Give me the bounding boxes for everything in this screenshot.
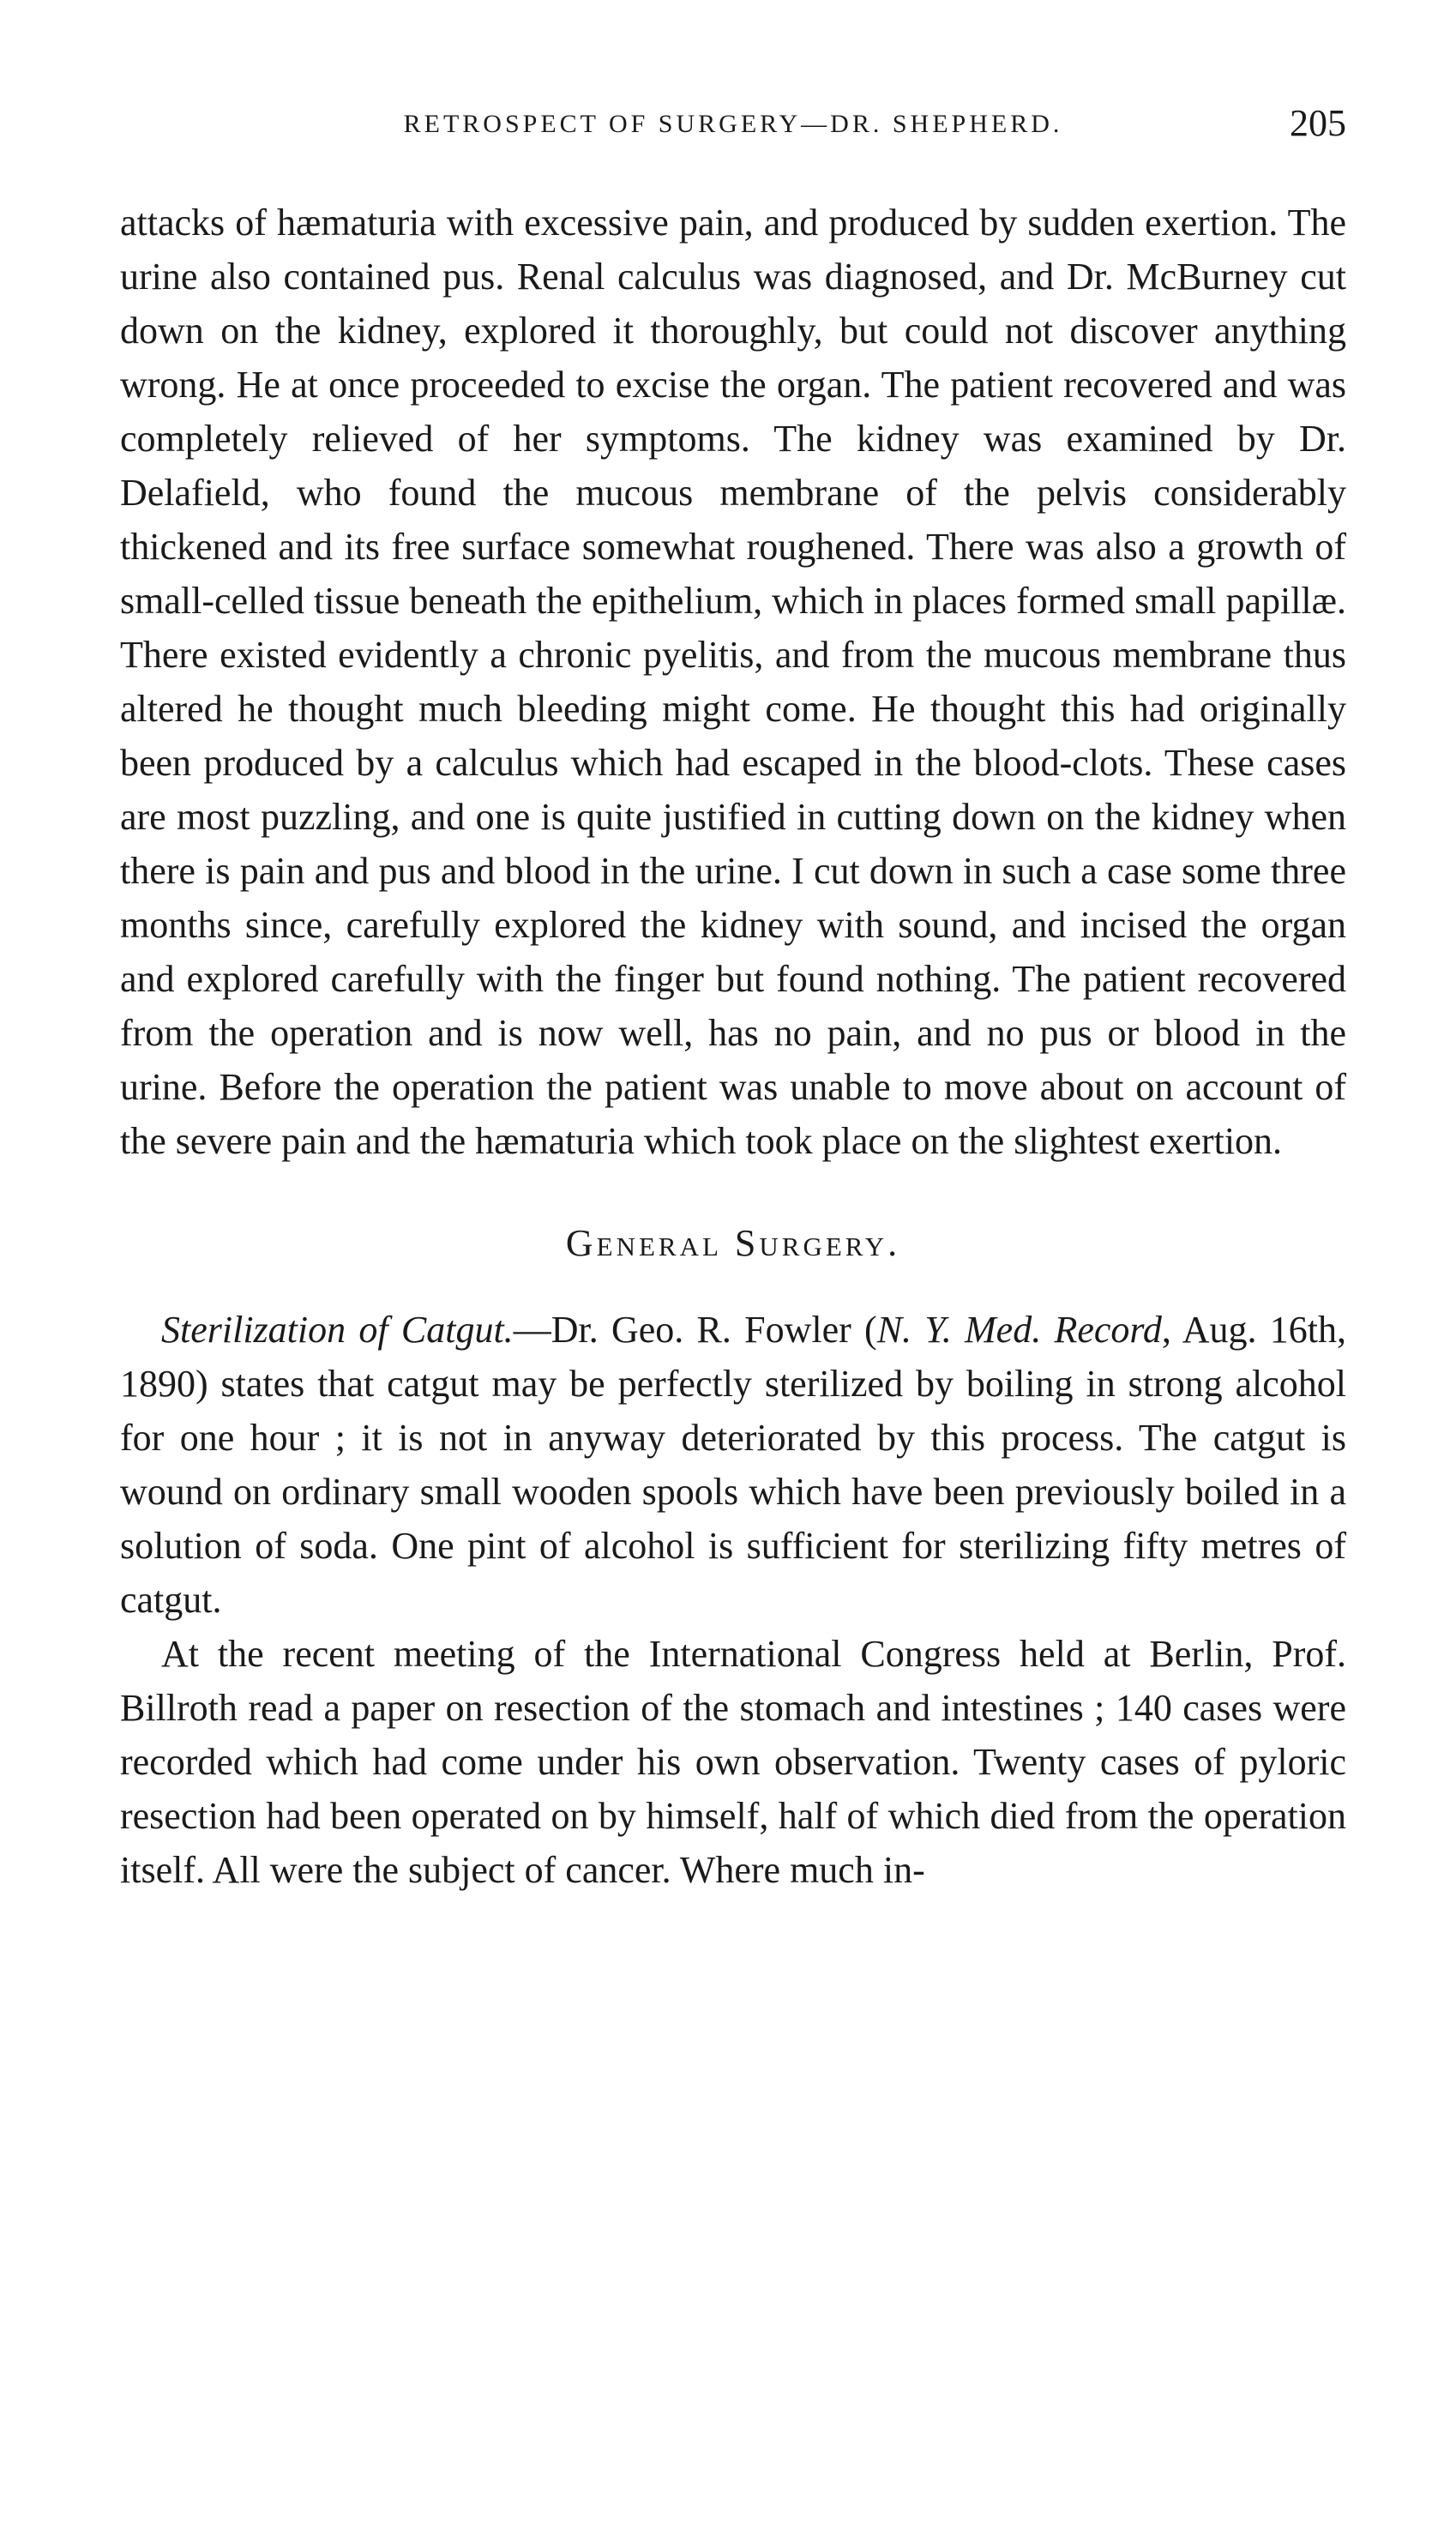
section-heading: General Surgery.	[565, 1222, 901, 1264]
entry-author-intro: —Dr. Geo. R. Fowler (	[513, 1309, 877, 1351]
body-text	[120, 196, 1346, 1897]
entry-citation: N. Y. Med. Record	[876, 1309, 1162, 1351]
page-number: 205	[1290, 102, 1346, 144]
running-title: RETROSPECT OF SURGERY—DR. SHEPHERD.	[403, 110, 1063, 138]
paragraph-billroth: At the recent meeting of the International Congress held at Berlin, Prof. Billroth read a paper on resection of the stomach and intestines ; 140 cases were recorded which had come under his own observation. Twenty cases of pyloric resection had been operated on by himself, half of which died from the operation itself. All were the subject of cancer. Where much in-	[120, 1633, 1346, 1891]
entry-title: Sterilization of Catgut.	[161, 1309, 514, 1351]
paragraph-catgut	[120, 1303, 1346, 1627]
entry-text: , Aug. 16th, 1890) states that catgut may be perfectly sterilized by boiling in strong alcohol for one hour ; it is not in anyway deteriorated by this process. The catgut is wound on ordinary small wooden spools which have been previously boiled in a solution of soda. One pint of alcohol is sufficient for sterilizing fifty metres of catgut.	[120, 1309, 1346, 1621]
running-head	[120, 101, 1346, 153]
paragraph-continued: attacks of hæmaturia with excessive pain, and produced by sudden exertion. The urine also contained pus. Renal calculus was diagnosed, and Dr. McBurney cut down on the kidney, explored it thoroughly, but could not discover anything wrong. He at once proceeded to excise the organ. The patient recovered and was completely relieved of her symptoms. The kidney was examined by Dr. Delafield, who found the mucous membrane of the pelvis considerably thickened and its free surface somewhat roughened. There was also a growth of small-celled tissue beneath the epithelium, which in places formed small papillæ. There existed evidently a chronic pyelitis, and from the mucous membrane thus altered he thought much bleeding might come. He thought this had originally been produced by a calculus which had escaped in the blood-clots. These cases are most puzzling, and one is quite justified in cutting down on the kidney when there is pain and pus and blood in the urine. I cut down in such a case some three months since, carefully explored the kidney with sound, and incised the organ and explored carefully with the finger but found nothing. The patient recovered from the operation and is now well, has no pain, and no pus or blood in the urine. Before the operation the patient was unable to move about on account of the severe pain and the hæmaturia which took place on the slightest exertion.	[120, 202, 1346, 1162]
